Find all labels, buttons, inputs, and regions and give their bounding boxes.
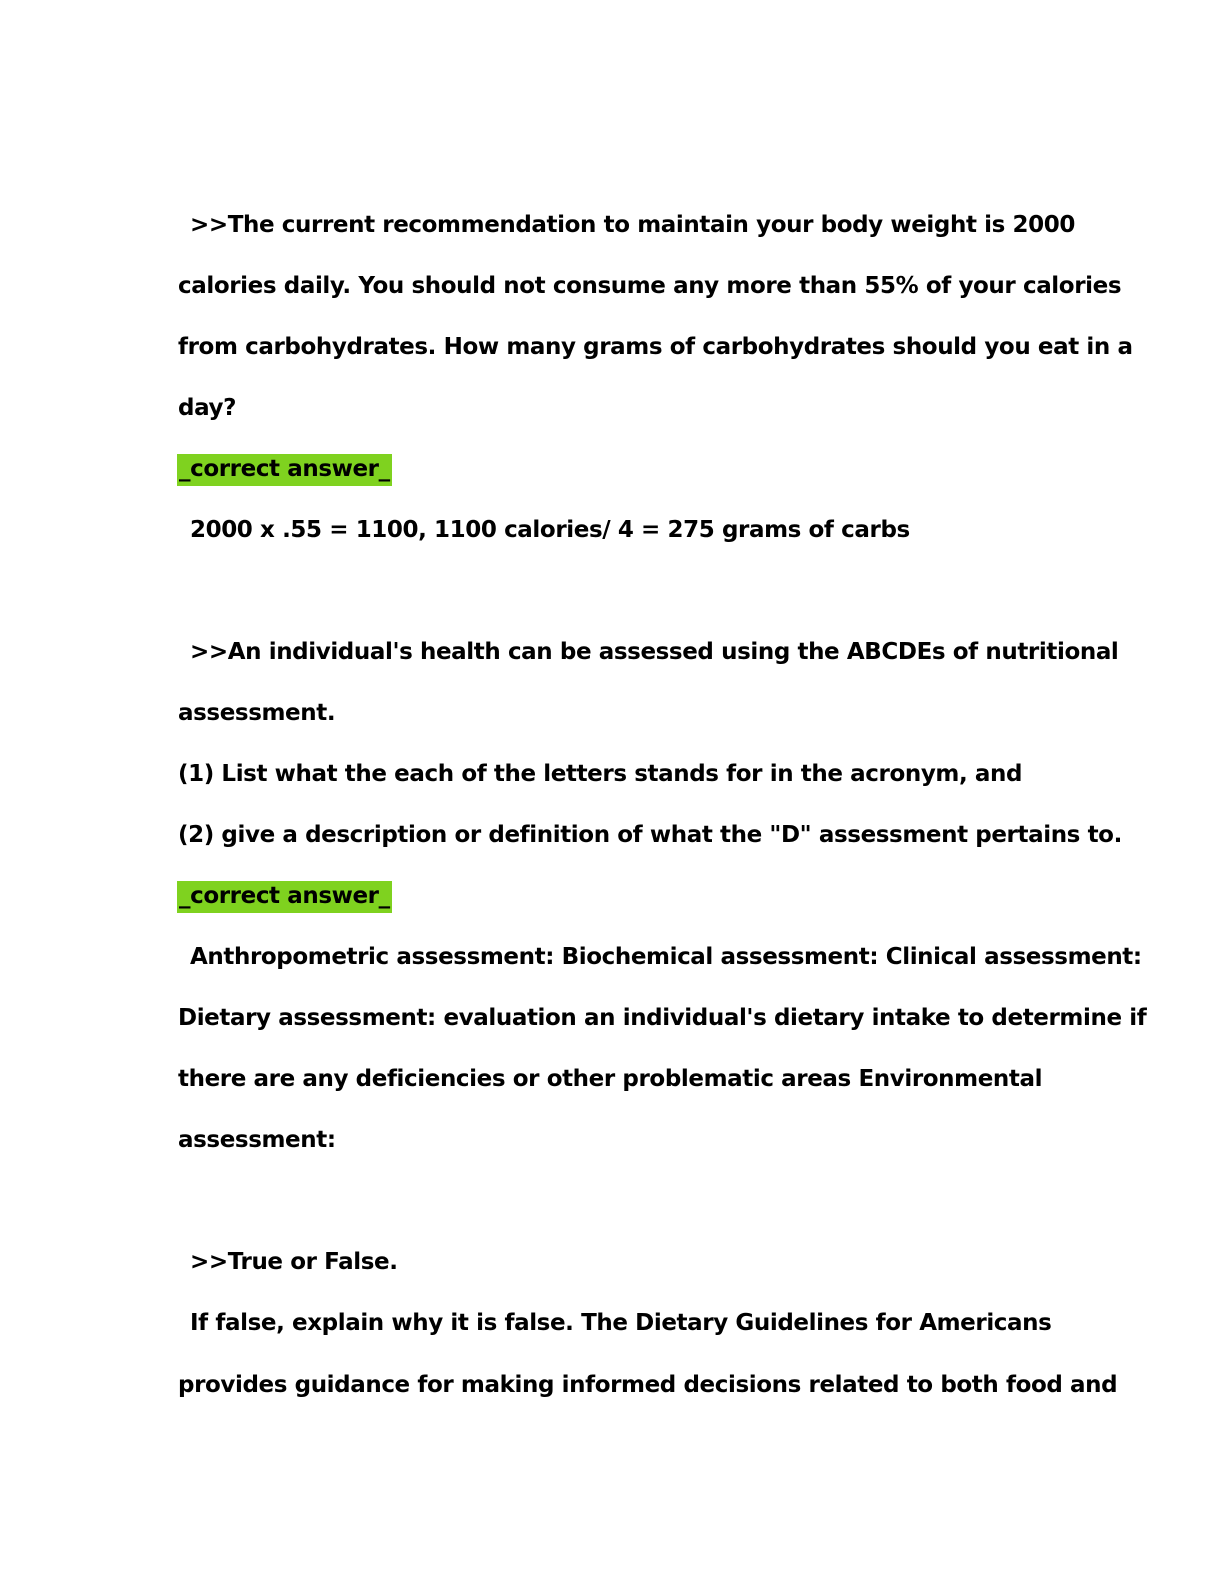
q2-answer-line-4: assessment: xyxy=(178,1127,336,1153)
q2-answer-label-wrap xyxy=(178,880,392,912)
q2-answer-line-2: Dietary assessment: evaluation an individual's dietary intake to determine if xyxy=(178,1005,1147,1031)
q1-answer-label-wrap xyxy=(178,453,392,485)
q2-answer-line-3: there are any deficiencies or other problematic areas Environmental xyxy=(178,1066,1043,1092)
q3-line-1: >>True or False. xyxy=(190,1249,398,1275)
q1-line-2: calories daily. You should not consume any more than 55% of your calories xyxy=(178,273,1122,299)
q1-line-4: day? xyxy=(178,395,237,421)
q1-answer: 2000 x .55 = 1100, 1100 calories/ 4 = 275 grams of carbs xyxy=(190,517,910,543)
q2-answer-label: _correct answer_ xyxy=(177,881,392,913)
q1-line-1: >>The current recommendation to maintain your body weight is 2000 xyxy=(190,212,1075,238)
q2-line-2: assessment. xyxy=(178,700,336,726)
q2-line-1: >>An individual's health can be assessed using the ABCDEs of nutritional xyxy=(190,639,1119,665)
q3-line-2: If false, explain why it is false. The Dietary Guidelines for Americans xyxy=(190,1310,1052,1336)
q2-line-4: (2) give a description or definition of what the "D" assessment pertains to. xyxy=(178,822,1122,848)
q2-line-3: (1) List what the each of the letters stands for in the acronym, and xyxy=(178,761,1023,787)
q1-answer-label: _correct answer_ xyxy=(177,454,392,486)
q3-line-3: provides guidance for making informed decisions related to both food and xyxy=(178,1372,1118,1398)
q1-line-3: from carbohydrates. How many grams of carbohydrates should you eat in a xyxy=(178,334,1133,360)
q2-answer-line-1: Anthropometric assessment: Biochemical assessment: Clinical assessment: xyxy=(190,944,1142,970)
